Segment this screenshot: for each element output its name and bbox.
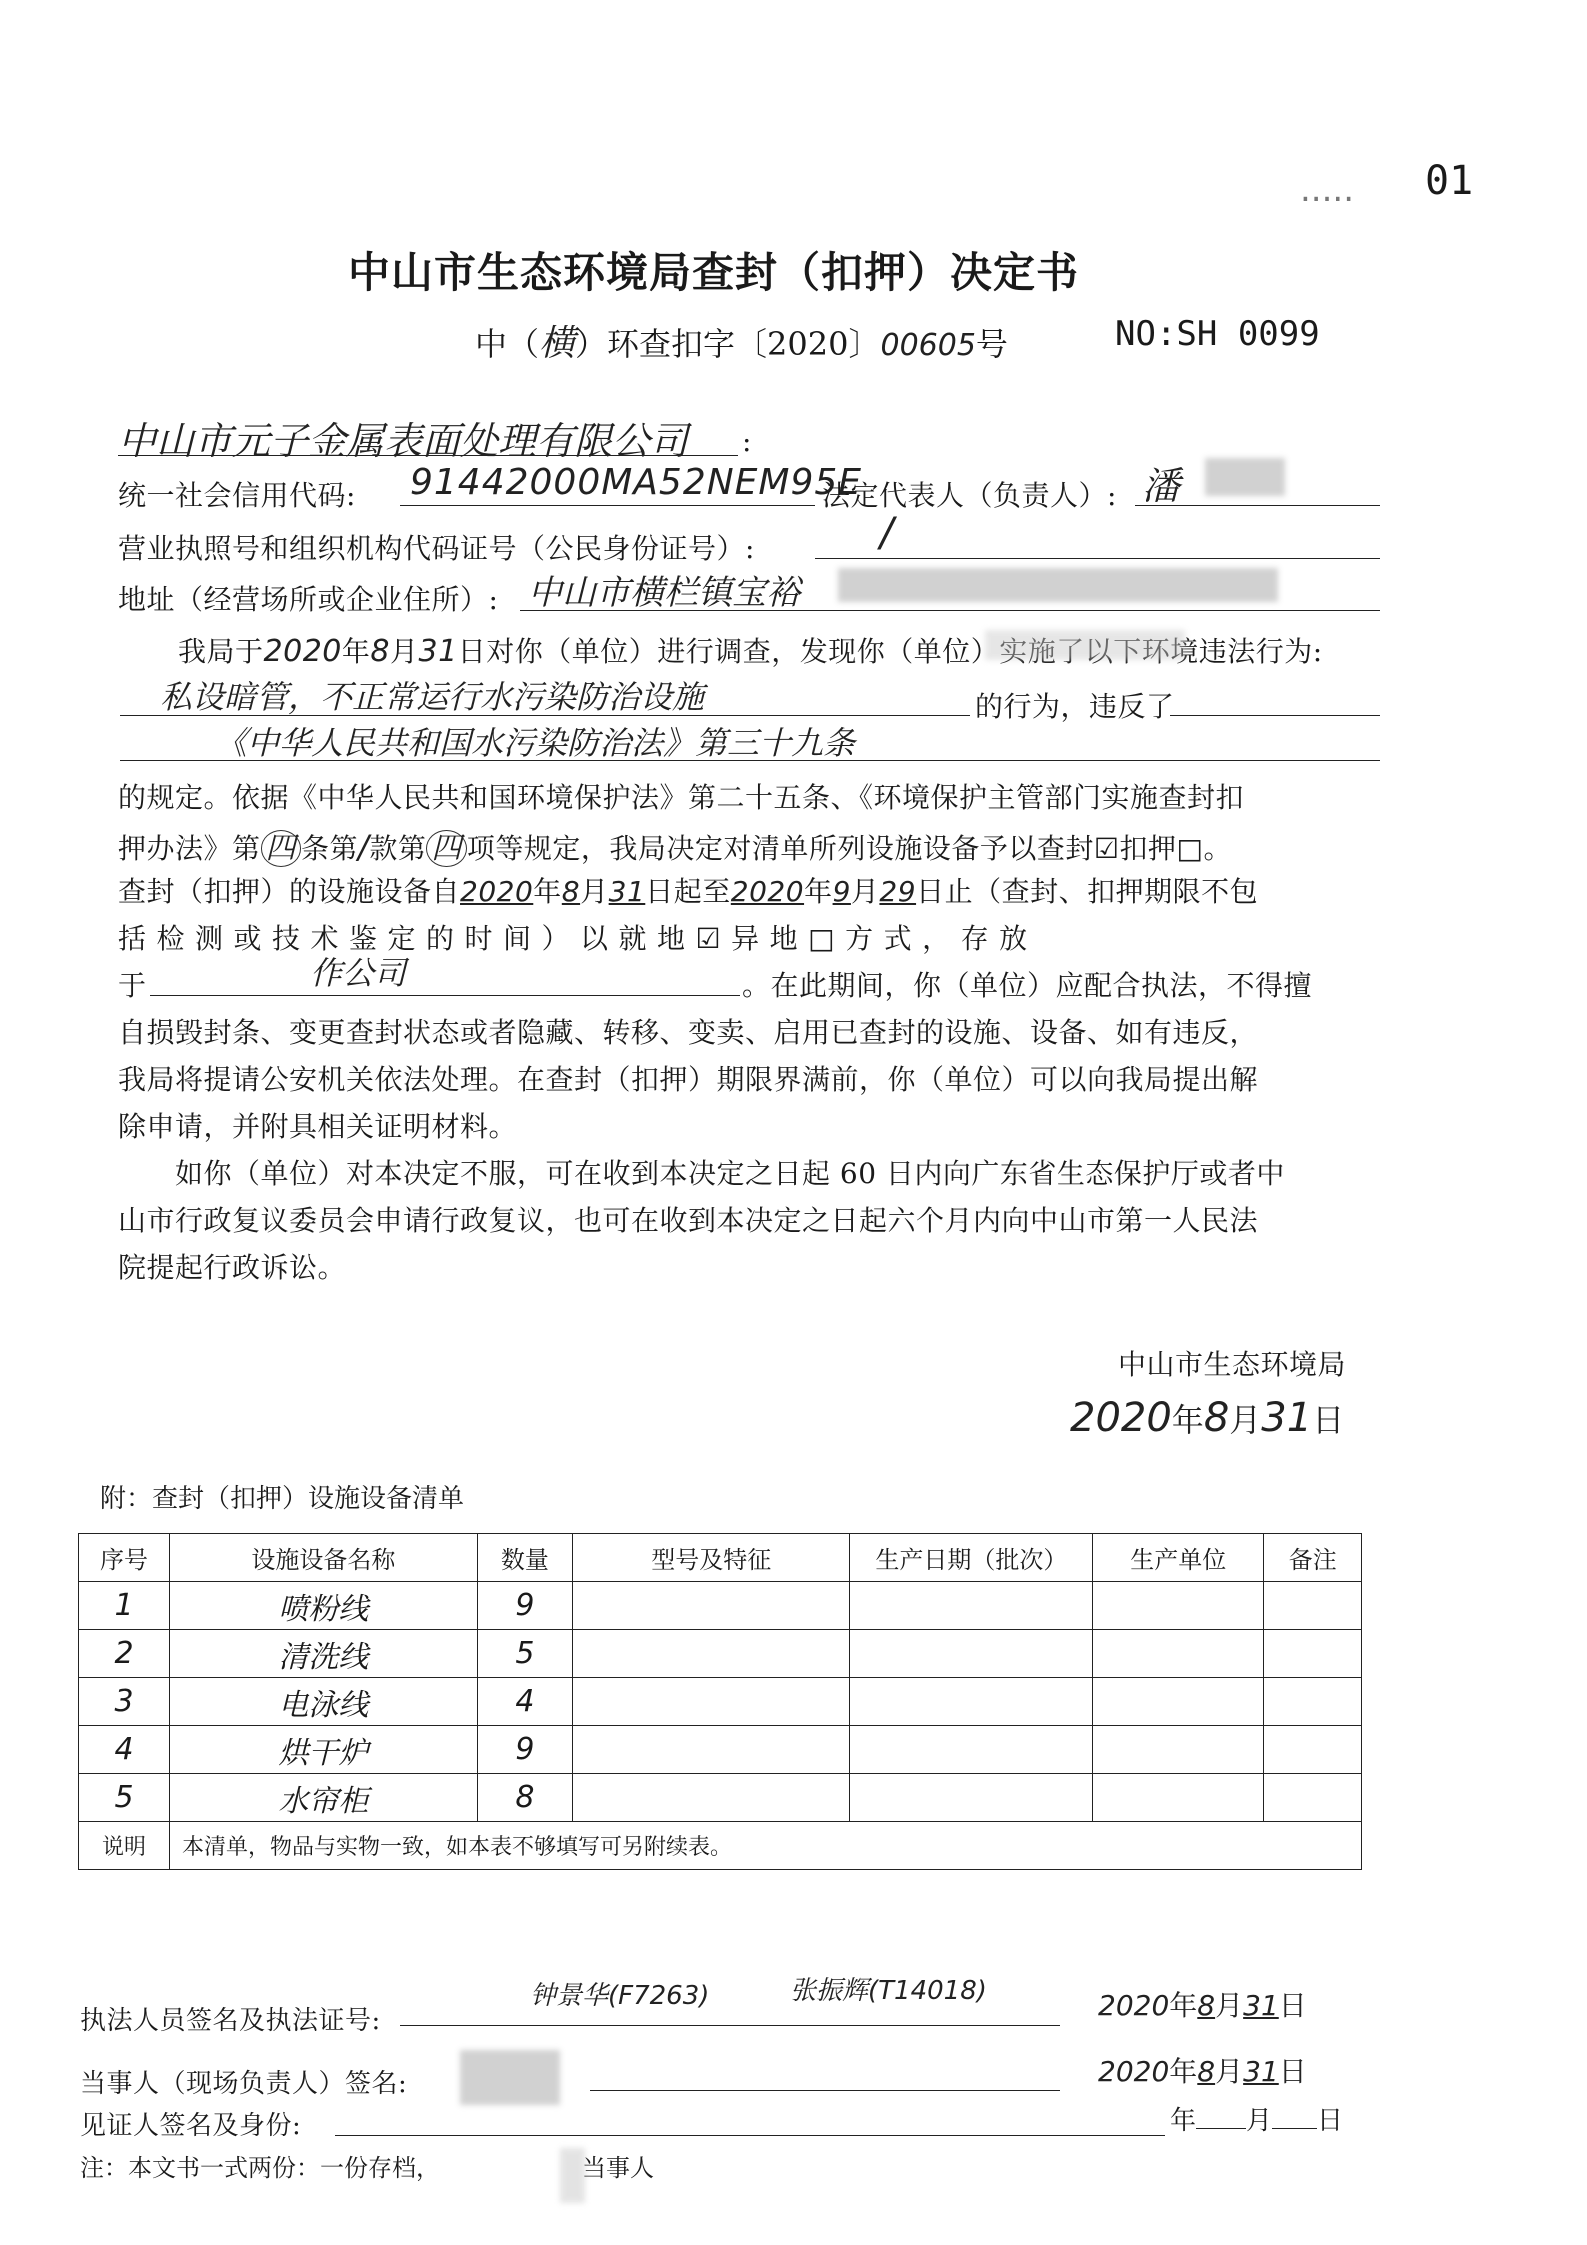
- para1-line8a: 于: [118, 969, 147, 1002]
- cell-manufacturer: [1093, 1774, 1264, 1822]
- cell-date: [850, 1678, 1093, 1726]
- cell-index: 4: [79, 1726, 170, 1774]
- cell-remarks: [1264, 1582, 1362, 1630]
- footnote-part1: 注：本文书一式两份：一份存档，: [80, 2154, 440, 2182]
- cell-model: [573, 1630, 850, 1678]
- table-row: [79, 1678, 1362, 1726]
- cell-date: [850, 1774, 1093, 1822]
- officer1-signature: 钟景华(F7263): [530, 1981, 710, 2011]
- credit-code-label: 统一社会信用代码:: [118, 479, 356, 512]
- page-number-prefix: .....: [1300, 170, 1355, 210]
- officer-sign-date: 2020年8月31日: [1098, 1989, 1307, 2022]
- para1-line7: 括检测或技术鉴定的时间）以就地☑异地□方式，存放: [118, 922, 1038, 955]
- cell-manufacturer: [1093, 1582, 1264, 1630]
- violation-behavior: 私设暗管，不正常运行水污染防治设施: [160, 678, 705, 716]
- header-model: 型号及特征: [573, 1534, 850, 1582]
- checkbox-detain: □: [1176, 832, 1204, 865]
- witness-sign-label: 见证人签名及身份:: [80, 2111, 302, 2141]
- storage-location: 作公司: [310, 954, 407, 992]
- para1-line9: 自损毁封条、变更查封状态或者隐藏、转移、变卖、启用已查封的设施、设备、如有违反，: [118, 1016, 1259, 1049]
- cell-manufacturer: [1093, 1726, 1264, 1774]
- equipment-table: [78, 1533, 1362, 1870]
- cell-index: 2: [79, 1630, 170, 1678]
- address-value: 中山市横栏镇宝裕: [528, 573, 800, 613]
- cell-date: [850, 1726, 1093, 1774]
- para1-line1: 我局于2020年8月31日对你（单位）进行调查，发现你（单位）实施了以下环境违法行为:: [178, 634, 1323, 669]
- header-quantity: 数量: [477, 1534, 572, 1582]
- cell-date: [850, 1582, 1093, 1630]
- cell-index: 3: [79, 1678, 170, 1726]
- checkbox-offsite: □: [808, 922, 846, 955]
- table-note-row: [79, 1822, 1362, 1870]
- witness-sign-date: 年 月 日: [1170, 2106, 1344, 2136]
- cell-remarks: [1264, 1630, 1362, 1678]
- para1-line5: 押办法》第 四 条第/款第 四 项等规定，我局决定对清单所列设施设备予以查封☑扣押□。: [118, 828, 1232, 866]
- recipient-name: 中山市元子金属表面处理有限公司: [118, 419, 689, 463]
- cell-model: [573, 1582, 850, 1630]
- cell-remarks: [1264, 1774, 1362, 1822]
- issuer: 中山市生态环境局: [1118, 1348, 1347, 1381]
- cell-quantity: 9: [477, 1726, 572, 1774]
- legal-rep-label: 法定代表人（负责人）:: [822, 479, 1117, 512]
- para2-line3: 院提起行政诉讼。: [118, 1251, 347, 1284]
- para1-line6: 查封（扣押）的设施设备自2020年8月31日起至2020年9月29日止（查封、扣押期限不包: [118, 875, 1259, 908]
- cell-remarks: [1264, 1726, 1362, 1774]
- cell-remarks: [1264, 1678, 1362, 1726]
- doc-number-end: 号: [975, 325, 1008, 363]
- para1-line4: 的规定。依据《中华人民共和国环境保护法》第二十五条、《环境保护主管部门实施查封扣: [118, 781, 1245, 814]
- para1-line10: 我局将提请公安机关依法处理。在查封（扣押）期限界满前，你（单位）可以向我局提出解: [118, 1063, 1259, 1096]
- doc-number-handwritten: 00605: [880, 328, 976, 363]
- doc-number-prefix: 中（: [475, 325, 540, 363]
- cell-quantity: 5: [477, 1630, 572, 1678]
- header-index: 序号: [79, 1534, 170, 1582]
- cell-index: 1: [79, 1582, 170, 1630]
- cell-name: 水帘柜: [170, 1774, 478, 1822]
- legal-rep-value: 潘: [1142, 464, 1181, 508]
- officer2-signature: 张振辉(T14018): [790, 1976, 987, 2006]
- para1-line11: 除申请，并附具相关证明材料。: [118, 1110, 518, 1143]
- footnote-part2: 当事人: [582, 2154, 654, 2182]
- table-row: [79, 1774, 1362, 1822]
- scan-smudge: [985, 630, 1185, 660]
- doc-serial: NO:SH 0099: [1115, 314, 1320, 354]
- header-production-date: 生产日期（批次）: [850, 1534, 1093, 1582]
- cell-quantity: 8: [477, 1774, 572, 1822]
- note-text: 本清单，物品与实物一致，如本表不够填写可另附续表。: [170, 1822, 1362, 1870]
- para1-violated: 的行为，违反了: [975, 690, 1175, 723]
- doc-number-suffix: ）环查扣字〔2020〕: [575, 325, 881, 363]
- attachment-title: 附：查封（扣押）设施设备清单: [100, 1484, 465, 1514]
- party-sign-date: 2020年8月31日: [1098, 2055, 1307, 2088]
- cell-manufacturer: [1093, 1630, 1264, 1678]
- cell-name: 电泳线: [170, 1678, 478, 1726]
- officer-sign-label: 执法人员签名及执法证号:: [80, 2006, 381, 2036]
- cell-quantity: 4: [477, 1678, 572, 1726]
- checkbox-onsite: ☑: [695, 922, 732, 955]
- cell-model: [573, 1726, 850, 1774]
- issue-date: 2020年8月31日: [1070, 1395, 1345, 1441]
- cell-name: 喷粉线: [170, 1582, 478, 1630]
- redaction-block: [1205, 458, 1285, 496]
- party-sign-label: 当事人（现场负责人）签名:: [80, 2069, 408, 2099]
- header-remarks: 备注: [1264, 1534, 1362, 1582]
- table-row: [79, 1582, 1362, 1630]
- cell-date: [850, 1630, 1093, 1678]
- cell-model: [573, 1678, 850, 1726]
- para1-line8b: 。在此期间，你（单位）应配合执法，不得擅: [742, 969, 1313, 1002]
- checkbox-seal: ☑: [1093, 832, 1120, 865]
- cell-index: 5: [79, 1774, 170, 1822]
- doc-number-office: 横: [539, 323, 576, 364]
- cell-manufacturer: [1093, 1678, 1264, 1726]
- cell-quantity: 9: [477, 1582, 572, 1630]
- para2-line2: 山市行政复议委员会申请行政复议，也可在收到本决定之日起六个月内向中山市第一人民法: [118, 1204, 1259, 1237]
- cell-name: 清洗线: [170, 1630, 478, 1678]
- address-label: 地址（经营场所或企业住所）:: [118, 583, 499, 616]
- credit-code-value: 91442000MA52NEM95E: [410, 462, 863, 503]
- header-manufacturer: 生产单位: [1093, 1534, 1264, 1582]
- table-row: [79, 1726, 1362, 1774]
- license-value: /: [880, 510, 894, 556]
- table-row: [79, 1630, 1362, 1678]
- cell-name: 烘干炉: [170, 1726, 478, 1774]
- table-header-row: [79, 1534, 1362, 1582]
- page-number: 01: [1425, 158, 1474, 204]
- document-title: 中山市生态环境局查封（扣押）决定书: [348, 248, 1080, 297]
- redaction-block: [838, 568, 1278, 602]
- recipient-colon: :: [742, 425, 752, 458]
- para2-line1: 如你（单位）对本决定不服，可在收到本决定之日起 60 日内向广东省生态保护厅或者中: [175, 1157, 1285, 1190]
- note-label: 说明: [79, 1822, 170, 1870]
- header-name: 设施设备名称: [170, 1534, 478, 1582]
- doc-number: [475, 315, 1008, 366]
- license-label: 营业执照号和组织机构代码证号（公民身份证号）:: [118, 532, 755, 565]
- redaction-block: [460, 2050, 560, 2105]
- cell-model: [573, 1774, 850, 1822]
- violated-law: 《中华人民共和国水污染防治法》第三十九条: [215, 724, 856, 762]
